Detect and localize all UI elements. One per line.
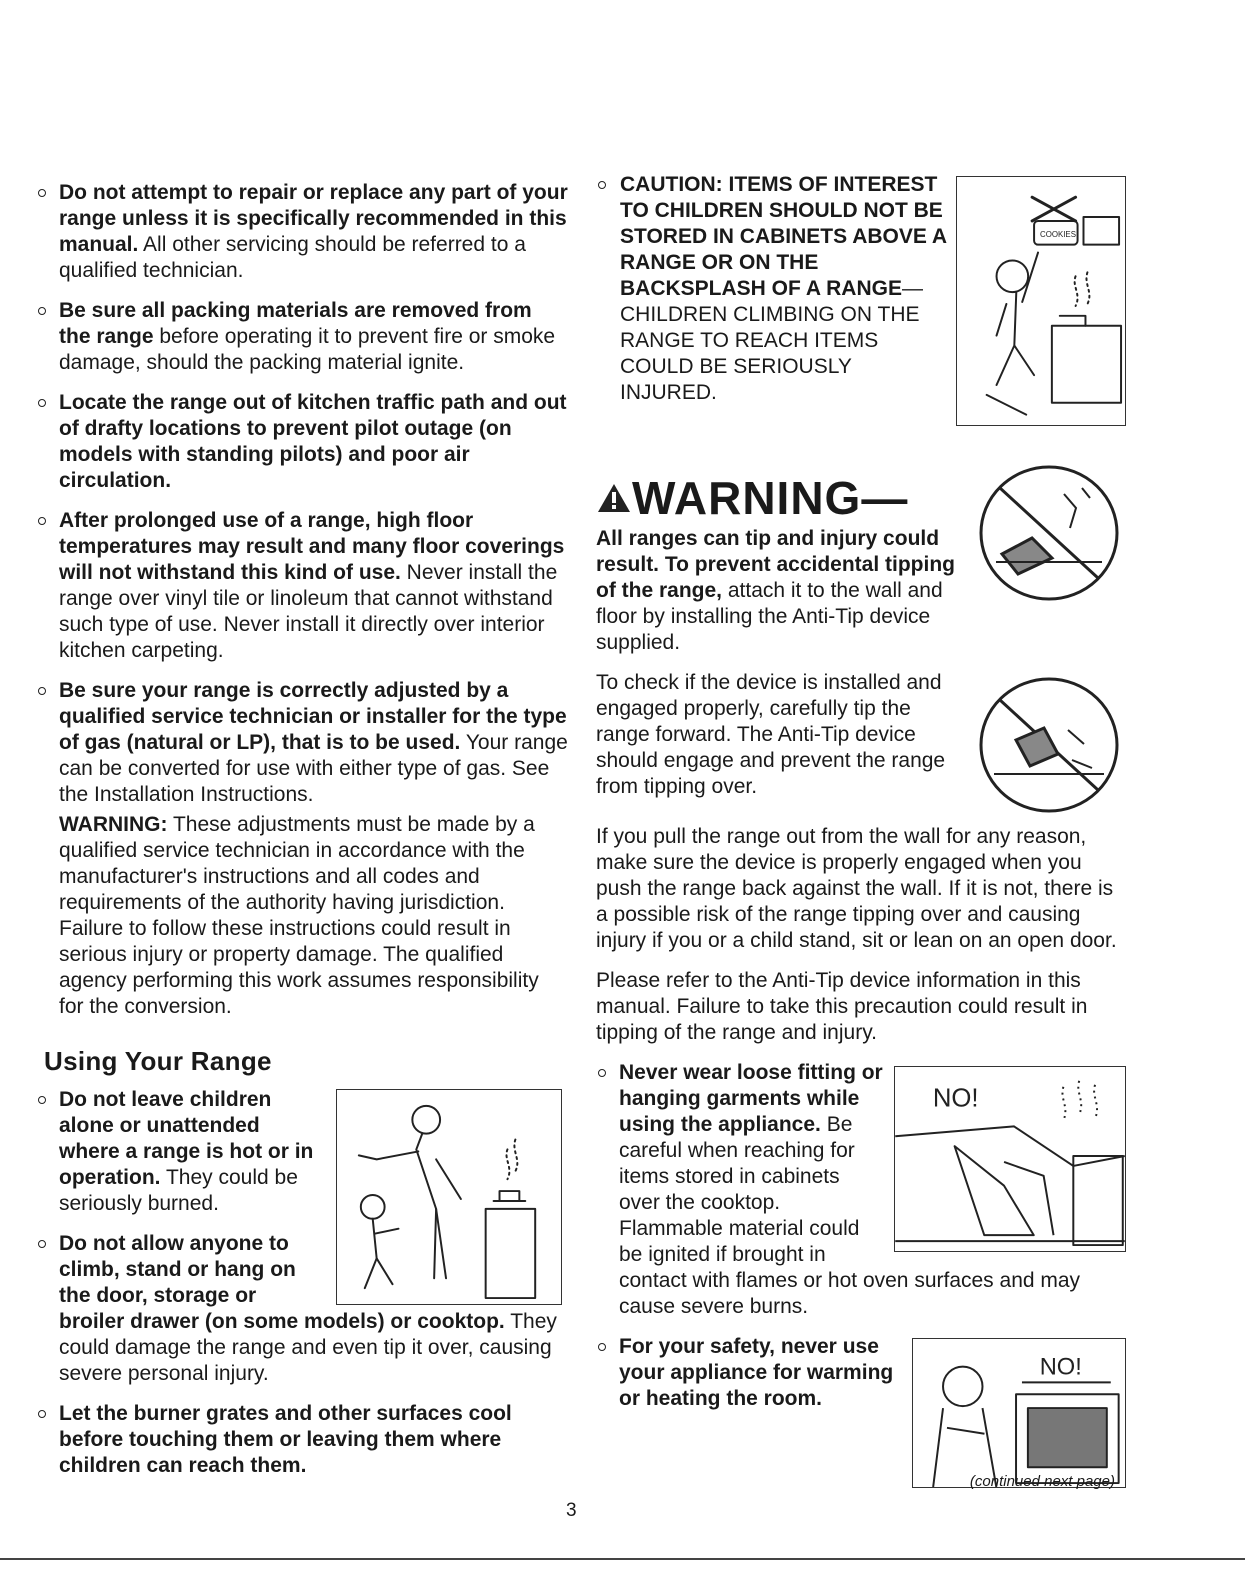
caution-items-of-interest bbox=[596, 172, 1126, 406]
refer-paragraph: Please refer to the Anti-Tip device information in this manual. Failure to take this precaution could result in tipping of the range and injury. bbox=[596, 969, 1088, 1044]
warning-triangle-icon bbox=[596, 482, 632, 514]
safety-item-loose-garments bbox=[596, 1060, 1126, 1320]
no-tipping-sign-2 bbox=[972, 670, 1126, 820]
item-body: Your range can be converted for use with either type of gas. See the Installation Instructions. bbox=[59, 731, 568, 806]
item-lead: For your safety, never use your appliance for warming or heating the room. bbox=[619, 1335, 894, 1410]
item-lead: Locate the range out of kitchen traffic path and out of drafty locations to prevent pilot outage (on models with standing pilots) and poor air circulation. bbox=[59, 391, 567, 492]
item-lead: Do not allow anyone to climb, stand or hang on the door, storage or broiler drawer (on some models) or cooktop. bbox=[59, 1232, 505, 1333]
bullet-icon bbox=[598, 1343, 606, 1351]
safety-item-packing bbox=[36, 298, 568, 376]
bullet-icon bbox=[38, 1410, 46, 1418]
warning-body: These adjustments must be made by a qualified service technician in accordance with the manufacturer's instructions and all codes and requirements of the authority having jurisdiction. Failure to follow these instructions could result in serious injury or property damage. The qualified agency performing this work assumes responsibility for the conversion. bbox=[59, 813, 539, 1018]
item-body: They could be seriously burned. bbox=[59, 1166, 298, 1215]
section-heading: Using Your Range bbox=[44, 1046, 272, 1076]
item-body: before operating it to prevent fire or smoke damage, should the packing material ignite. bbox=[59, 325, 556, 374]
safety-item-children-unattended bbox=[36, 1087, 568, 1217]
bullet-icon bbox=[38, 399, 46, 407]
bullet-icon bbox=[598, 181, 606, 189]
no-tipping-sign-1 bbox=[972, 458, 1126, 608]
no-label: NO! bbox=[932, 1084, 979, 1113]
item-lead: Let the burner grates and other surfaces cool before touching them or leaving them where children can reach them. bbox=[59, 1402, 512, 1477]
safety-item-gas-type bbox=[36, 678, 568, 808]
item-lead: Never wear loose fitting or hanging garments while using the appliance. bbox=[619, 1061, 883, 1136]
gas-adjustment-warning bbox=[36, 812, 568, 1020]
pull-paragraph: If you pull the range out from the wall for any reason, make sure the device is properly engaged when you push the range back against the wall. If it is not, there is a possible risk of the range tipping over and causing injury if you or a child stand, sit or lean on an open door. bbox=[596, 825, 1117, 952]
item-lead: Be sure your range is correctly adjusted by a qualified service technician or installer for the type of gas (natural or LP), that is to be used. bbox=[59, 679, 567, 754]
item-lead: Do not attempt to repair or replace any part of your range unless it is specifically recommended in this manual. bbox=[59, 181, 568, 256]
item-lead: Do not leave children alone or unattended where a range is hot or in operation. bbox=[59, 1088, 314, 1189]
item-body: Be careful when reaching for items stored in cabinets over the cooktop. Flammable material could be ignited if brought in contact with flames or hot oven surfaces and may cause severe burns. bbox=[619, 1113, 1081, 1318]
safety-item-no-climbing bbox=[36, 1231, 568, 1387]
warning-heading-text: WARNING— bbox=[632, 472, 909, 524]
check-paragraph: To check if the device is installed and engaged properly, carefully tip the range forward. The Anti-Tip device should engage and prevent the range from tipping over. bbox=[596, 671, 946, 798]
warning-label: WARNING: bbox=[59, 813, 168, 836]
bullet-icon bbox=[38, 189, 46, 197]
bottom-rule bbox=[0, 1558, 1245, 1560]
bullet-icon bbox=[38, 517, 46, 525]
bullet-icon bbox=[38, 1240, 46, 1248]
item-lead: After prolonged use of a range, high floor temperatures may result and many floor coverings will not withstand this kind of use. bbox=[59, 509, 565, 584]
left-column bbox=[36, 180, 568, 1493]
warning-body: attach it to the wall and floor by installing the Anti-Tip device supplied. bbox=[596, 579, 943, 654]
bullet-icon bbox=[38, 307, 46, 315]
item-body: Never install the range over vinyl tile or linoleum that cannot withstand such type of use. Never install it directly over interior kitchen carpeting. bbox=[59, 561, 558, 662]
bullet-icon bbox=[598, 1069, 606, 1077]
safety-item-floor bbox=[36, 508, 568, 664]
cookies-label: COOKIES bbox=[1040, 229, 1076, 239]
bullet-icon bbox=[38, 687, 46, 695]
warning-lead: All ranges can tip and injury could result. To prevent accidental tipping of the range, bbox=[596, 527, 955, 602]
safety-item-repair bbox=[36, 180, 568, 284]
continued-note: (continued next page) bbox=[969, 1473, 1115, 1490]
caution-body: —CHILDREN CLIMBING ON THE RANGE TO REACH ITEMS COULD BE SERIOUSLY INJURED. bbox=[620, 277, 923, 404]
bullet-icon bbox=[38, 1096, 46, 1104]
right-column bbox=[596, 172, 1126, 1492]
no-label: NO! bbox=[1039, 1354, 1082, 1381]
safety-item-cool-surfaces bbox=[36, 1401, 568, 1479]
item-body: All other servicing should be referred to a qualified technician. bbox=[59, 233, 526, 282]
safety-item-no-heating bbox=[596, 1334, 1126, 1412]
caution-lead: CAUTION: ITEMS OF INTEREST TO CHILDREN SHOULD NOT BE STORED IN CABINETS ABOVE A RANGE OR ON THE BACKSPLASH OF A RANGE bbox=[620, 173, 947, 300]
safety-item-location bbox=[36, 390, 568, 494]
item-lead: Be sure all packing materials are removed from the range bbox=[59, 299, 532, 348]
page-number: 3 bbox=[566, 1500, 577, 1521]
item-body: They could damage the range and even tip it over, causing severe personal injury. bbox=[59, 1310, 557, 1385]
